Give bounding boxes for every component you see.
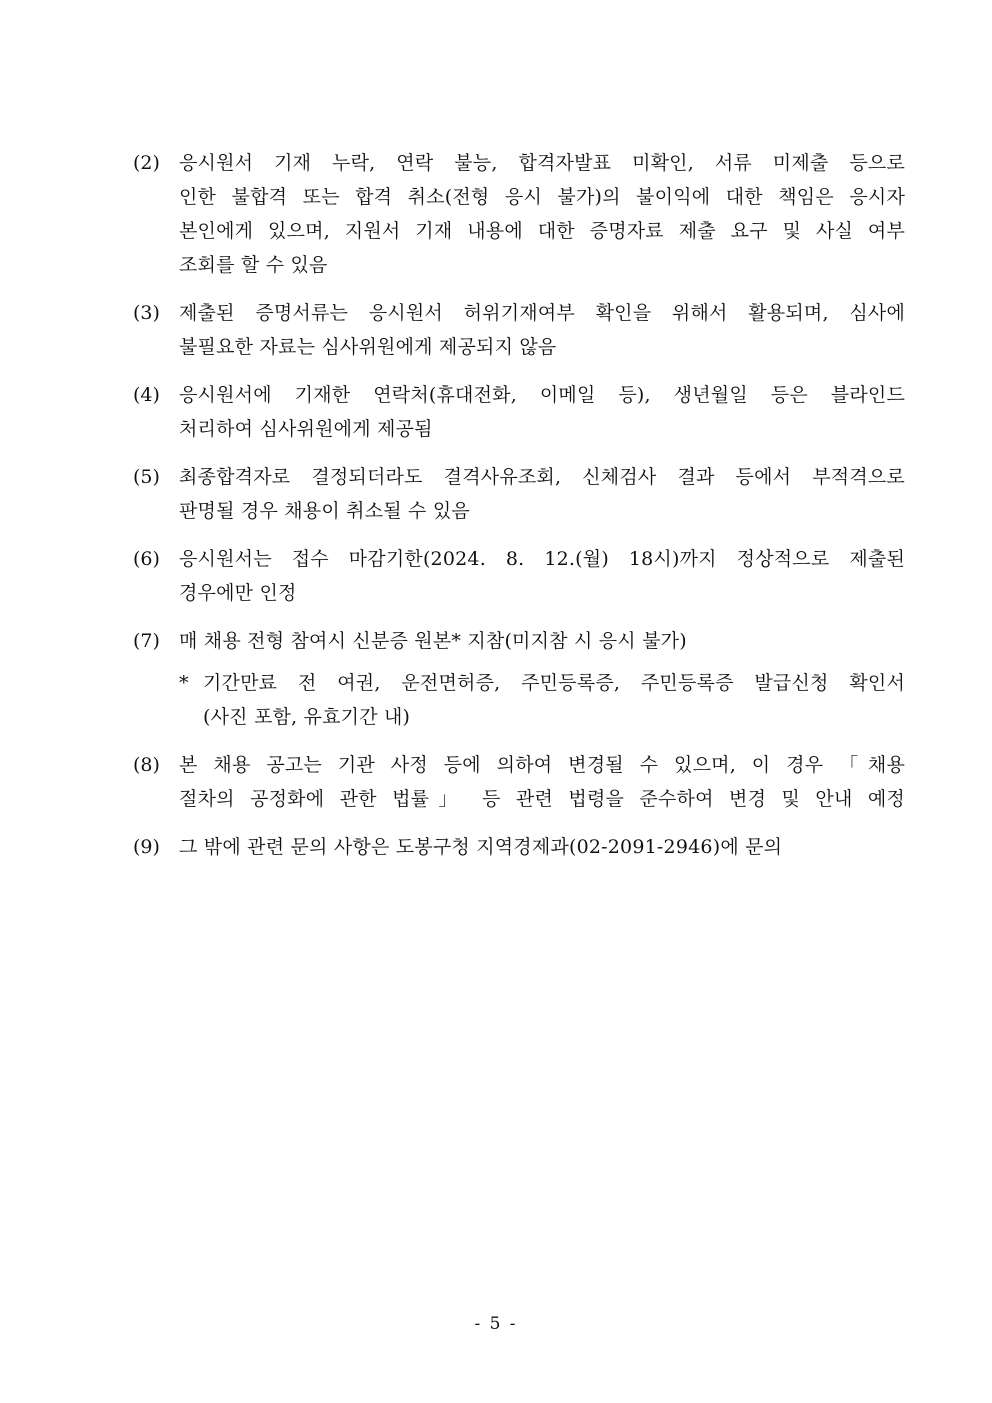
list-item-7 (133, 624, 905, 658)
item-text-line: 응시원서는 접수 마감기한(2024. 8. 12.(월) 18시)까지 정상적으로 제출된 (179, 548, 905, 570)
list-item-2 (133, 146, 905, 282)
list-item-3 (133, 296, 905, 364)
item-text-line: 응시원서에 기재한 연락처(휴대전화, 이메일 등), 생년월일 등은 블라인드 (179, 384, 905, 406)
item-text-line: 경우에만 인정 (179, 582, 297, 604)
item-text-line: 판명될 경우 채용이 취소될 수 있음 (179, 500, 470, 522)
list-item-4 (133, 378, 905, 446)
item-text-line: 응시원서 기재 누락, 연락 불능, 합격자발표 미확인, 서류 미제출 등으로 (179, 152, 905, 174)
item-text-line: 본인에게 있으며, 지원서 기재 내용에 대한 증명자료 제출 요구 및 사실 여부 (179, 220, 905, 242)
item-text-line: 본 채용 공고는 기관 사정 등에 의하여 변경될 수 있으며, 이 경우 「채용 (179, 754, 905, 776)
asterisk-mark: * (179, 672, 189, 694)
page-number: - 5 - (474, 1314, 518, 1334)
item-text-line: 그 밖에 관련 문의 사항은 도봉구청 지역경제과(02-2091-2946)에 문의 (179, 836, 783, 858)
list-item-6 (133, 542, 905, 610)
item-text-line: 매 채용 전형 참여시 신분증 원본* 지참(미지참 시 응시 불가) (179, 630, 687, 652)
item-number: (3) (133, 302, 160, 324)
item-number: (9) (133, 836, 160, 858)
list-item-5 (133, 460, 905, 528)
item-text-line: 조회를 할 수 있음 (179, 254, 328, 276)
item-number: (2) (133, 152, 160, 174)
id-document-note (133, 666, 905, 734)
notice-list (133, 146, 905, 878)
list-item-9 (133, 830, 905, 864)
item-text-line: 절차의 공정화에 관한 법률」 등 관련 법령을 준수하여 변경 및 안내 예정 (179, 788, 905, 810)
item-text-line: 최종합격자로 결정되더라도 결격사유조회, 신체검사 결과 등에서 부적격으로 (179, 466, 905, 488)
item-number: (4) (133, 384, 160, 406)
item-number: (6) (133, 548, 160, 570)
item-number: (7) (133, 630, 160, 652)
item-text-line: 제출된 증명서류는 응시원서 허위기재여부 확인을 위해서 활용되며, 심사에 (179, 302, 905, 324)
note-text-line: (사진 포함, 유효기간 내) (203, 706, 411, 728)
item-number: (8) (133, 754, 160, 776)
item-text-line: 처리하여 심사위원에게 제공됨 (179, 418, 433, 440)
item-number: (5) (133, 466, 160, 488)
note-text-line: 기간만료 전 여권, 운전면허증, 주민등록증, 주민등록증 발급신청 확인서 (203, 672, 905, 694)
item-text-line: 불필요한 자료는 심사위원에게 제공되지 않음 (179, 336, 557, 358)
list-item-8 (133, 748, 905, 816)
item-text-line: 인한 불합격 또는 합격 취소(전형 응시 불가)의 불이익에 대한 책임은 응시자 (179, 186, 905, 208)
